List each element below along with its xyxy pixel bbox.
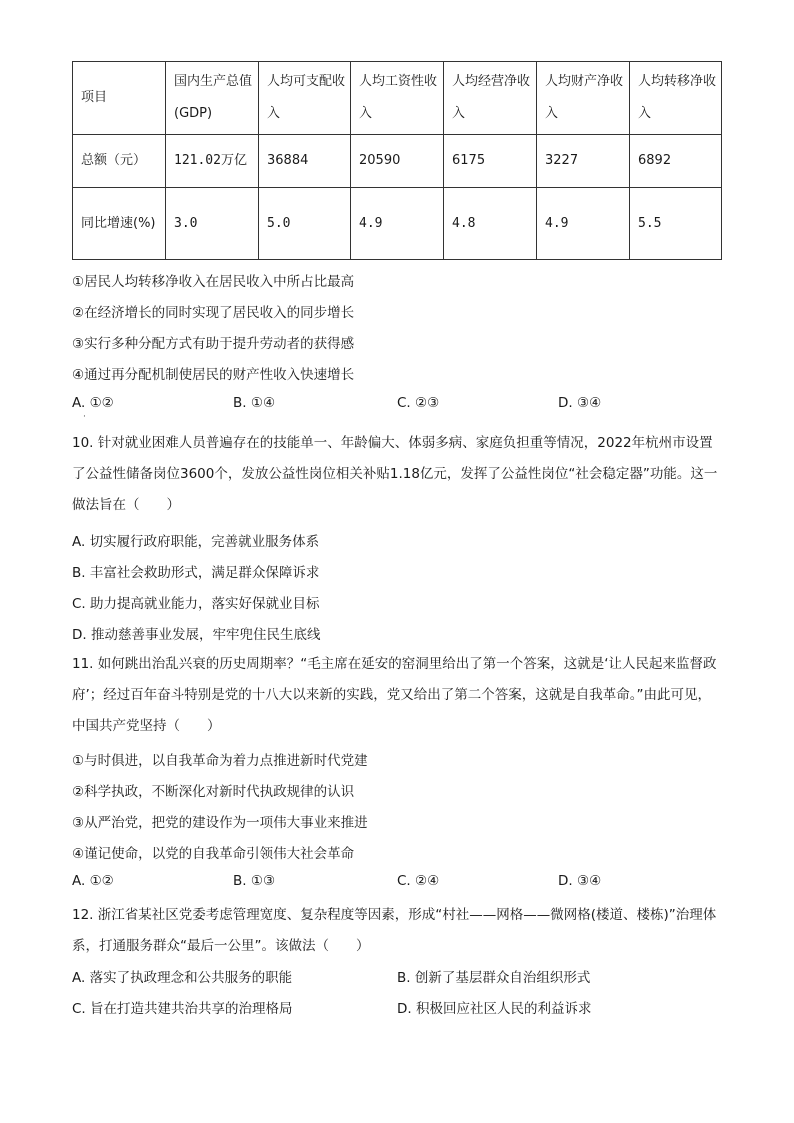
q10-option-c[interactable]: C. 助力提高就业能力，落实好保就业目标 [72,596,320,612]
q9-statement-1: ①居民人均转移净收入在居民收入中所占比最高 [72,274,355,290]
q11-option-b[interactable]: B. ①③ [233,873,276,889]
q9-statement-3: ③实行多种分配方式有助于提升劳动者的获得感 [72,336,355,352]
header-cell: 人均可支配收入 [259,62,351,135]
q11-statement-1: ①与时俱进，以自我革命为着力点推进新时代党建 [72,753,368,769]
q11-statement-4: ④谨记使命，以党的自我革命引领伟大社会革命 [72,846,355,862]
table-cell: 5.5 [630,188,722,260]
table-cell: 20590 [351,135,444,188]
q12-option-d[interactable]: D. 积极回应社区人民的利益诉求 [397,1001,592,1017]
q12-stem: 12. 浙江省某社区党委考虑管理宽度、复杂程度等因素，形成“村社——网格——微网格(楼道、楼栋)”治理体系，打通服务群众“最后一公里”。该做法（ ） [72,907,717,954]
q10-option-d[interactable]: D. 推动慈善事业发展，牢牢兜住民生底线 [72,627,321,643]
table-cell: 3227 [537,135,630,188]
q10-option-b[interactable]: B. 丰富社会救助形式，满足群众保障诉求 [72,565,320,581]
q12-option-c[interactable]: C. 旨在打造共建共治共享的治理格局 [72,1001,293,1017]
table-row [73,188,722,260]
table-header-row [73,62,722,135]
row-label: 同比增速(%) [73,188,166,260]
q11-option-c[interactable]: C. ②④ [397,873,440,889]
q11-statement-2: ②科学执政，不断深化对新时代执政规律的认识 [72,784,355,800]
q9-option-b[interactable]: B. ①④ [233,395,276,411]
table-cell: 4.9 [537,188,630,260]
q11-option-a[interactable]: A. ①② [72,873,114,889]
table-cell: 6175 [444,135,537,188]
q11-statement-3: ③从严治党，把党的建设作为一项伟大事业来推进 [72,815,368,831]
q12-option-b[interactable]: B. 创新了基层群众自治组织形式 [397,970,591,986]
q9-option-d[interactable]: D. ③④ [558,395,602,411]
table-cell: 6892 [630,135,722,188]
stray-mark: · [83,412,86,422]
q9-statement-2: ②在经济增长的同时实现了居民收入的同步增长 [72,305,355,321]
q9-option-a[interactable]: A. ①② [72,395,114,411]
q11-option-d[interactable]: D. ③④ [558,873,602,889]
table-row [73,135,722,188]
q10-option-a[interactable]: A. 切实履行政府职能，完善就业服务体系 [72,534,320,550]
table-cell: 4.8 [444,188,537,260]
header-cell: 人均财产净收入 [537,62,630,135]
table-cell: 4.9 [351,188,444,260]
table-cell: 3.0 [166,188,259,260]
row-label: 总额（元） [73,135,166,188]
q9-statement-4: ④通过再分配机制使居民的财产性收入快速增长 [72,367,355,383]
q12-option-a[interactable]: A. 落实了执政理念和公共服务的职能 [72,970,293,986]
header-cell: 人均工资性收入 [351,62,444,135]
header-cell: 人均经营净收入 [444,62,537,135]
q9-option-c[interactable]: C. ②③ [397,395,440,411]
q10-stem: 10. 针对就业困难人员普遍存在的技能单一、年龄偏大、体弱多病、家庭负担重等情况，2022年杭州市设置了公益性储备岗位3600个，发放公益性岗位相关补贴1.18亿元，发挥了公益性岗位“社会稳定器”功能。这一做法旨在（ ） [72,435,718,513]
header-cell: 项目 [73,62,166,135]
header-cell: 人均转移净收入 [630,62,722,135]
table-cell: 36884 [259,135,351,188]
header-cell: 国内生产总值(GDP) [166,62,259,135]
q11-stem: 11. 如何跳出治乱兴衰的历史周期率？“毛主席在延安的窑洞里给出了第一个答案，这就是‘让人民起来监督政府’；经过百年奋斗特别是党的十八大以来新的实践，党又给出了第二个答案，这就是自我革命。”由此可见，中国共产党坚持（ ） [72,656,717,734]
income-statistics-table [72,61,722,260]
table-cell: 5.0 [259,188,351,260]
table-cell: 121.02万亿 [166,135,259,188]
